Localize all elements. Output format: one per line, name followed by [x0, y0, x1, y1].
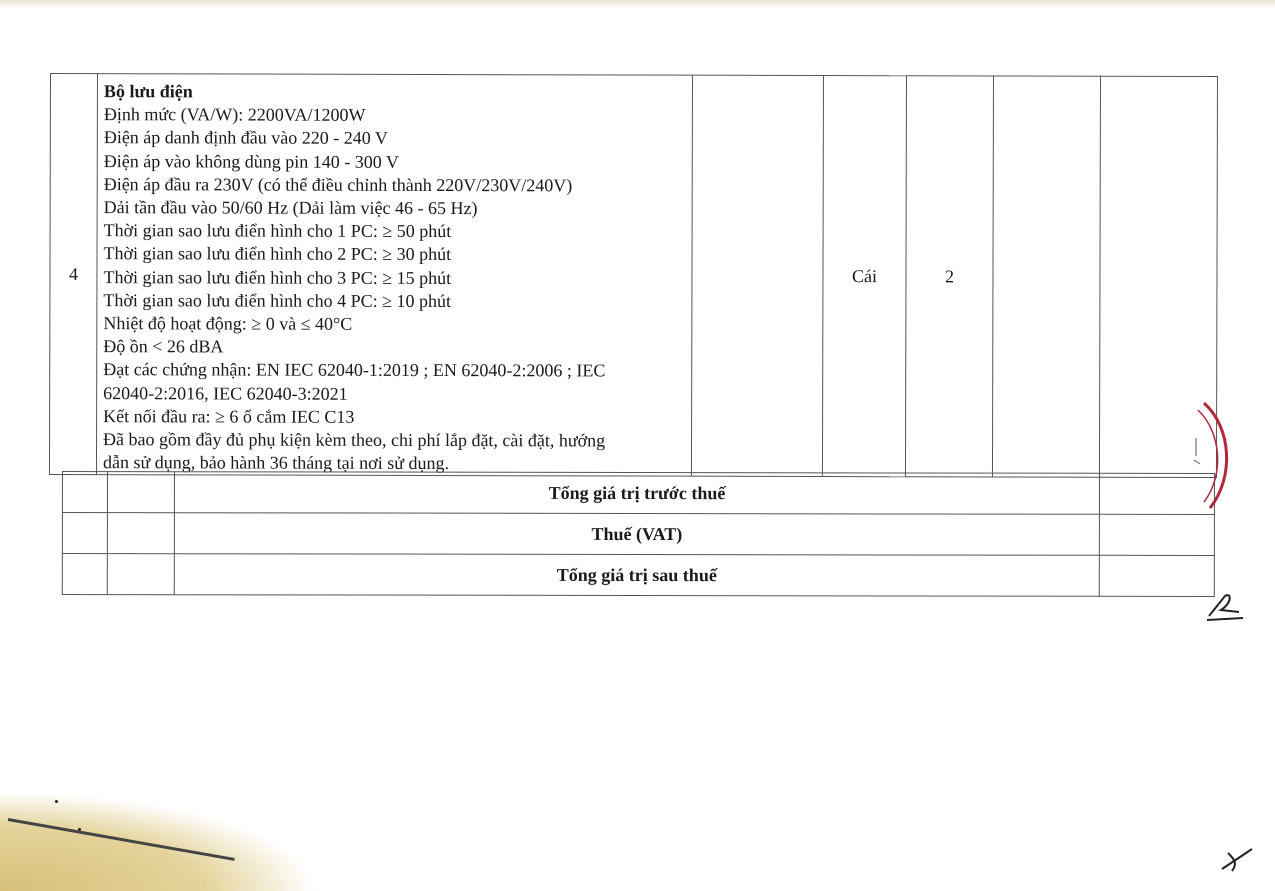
spec-line: Dải tần đầu vào 50/60 Hz (Dải làm việc 46 - 65 Hz) — [103, 197, 478, 219]
spec-line: Nhiệt độ hoạt động: ≥ 0 và ≤ 40°C — [103, 313, 353, 334]
total-before-tax-label: Tổng giá trị trước thuế — [174, 472, 1099, 515]
item-table — [49, 73, 1218, 479]
spec-line: Đã bao gồm đầy đủ phụ kiện kèm theo, chi phí lắp đặt, cài đặt, hướng — [103, 429, 606, 451]
empty-cell — [107, 554, 174, 595]
item-quantity: 2 — [905, 76, 993, 478]
spec-line: Điện áp vào không dùng pin 140 - 300 V — [103, 150, 399, 172]
vat-label: Thuế (VAT) — [174, 513, 1099, 556]
empty-cell — [107, 513, 174, 554]
signature-mark — [1218, 845, 1256, 873]
item-description — [96, 74, 692, 477]
table-row — [62, 472, 1214, 515]
spec-line: Kết nối đầu ra: ≥ 6 ổ cắm IEC C13 — [103, 405, 355, 427]
spec-line: Thời gian sao lưu điển hình cho 4 PC: ≥ 10 phút — [103, 289, 452, 311]
empty-cell — [62, 513, 107, 554]
empty-cell — [992, 76, 1100, 478]
empty-cell — [62, 472, 107, 513]
spec-line: Thời gian sao lưu điển hình cho 2 PC: ≥ 30 phút — [103, 243, 452, 265]
table-row — [49, 74, 1217, 479]
spec-line: Đạt các chứng nhận: EN IEC 62040-1:2019 ; EN 62040-2:2006 ; IEC — [103, 359, 606, 381]
total-after-tax-label: Tổng giá trị sau thuế — [174, 554, 1099, 597]
empty-cell — [1099, 514, 1214, 555]
empty-cell — [62, 554, 107, 595]
table-row — [62, 513, 1214, 556]
spec-line: Định mức (VA/W): 2200VA/1200W — [103, 104, 366, 126]
empty-cell — [107, 472, 174, 513]
spec-line: Thời gian sao lưu điển hình cho 1 PC: ≥ 50 phút — [103, 220, 452, 242]
item-number: 4 — [49, 74, 97, 476]
spec-line: 62040-2:2016, IEC 62040-3:2021 — [103, 382, 348, 404]
totals-table — [62, 471, 1215, 597]
spec-line: Điện áp danh định đầu vào 220 - 240 V — [103, 127, 388, 149]
empty-cell — [1099, 555, 1214, 596]
paper-corner-shadow — [0, 791, 320, 891]
spec-line: dẫn sử dụng, bảo hành 36 tháng tại nơi sử dụng. — [102, 452, 450, 474]
spec-line: Thời gian sao lưu điển hình cho 3 PC: ≥ 15 phút — [103, 266, 452, 288]
item-title: Bộ lưu điện — [103, 81, 193, 102]
spec-line: Độ ồn < 26 dBA — [103, 336, 224, 357]
empty-cell — [691, 75, 823, 477]
scan-dot — [55, 800, 58, 803]
signature-mark — [1203, 590, 1245, 622]
stamp-mark — [1190, 398, 1240, 513]
scan-dot — [78, 828, 81, 831]
table-row — [62, 554, 1214, 597]
item-unit: Cái — [822, 76, 906, 478]
paper-edge — [0, 0, 1275, 8]
spec-line: Điện áp đầu ra 230V (có thể điều chỉnh thành 220V/230V/240V) — [103, 173, 573, 196]
